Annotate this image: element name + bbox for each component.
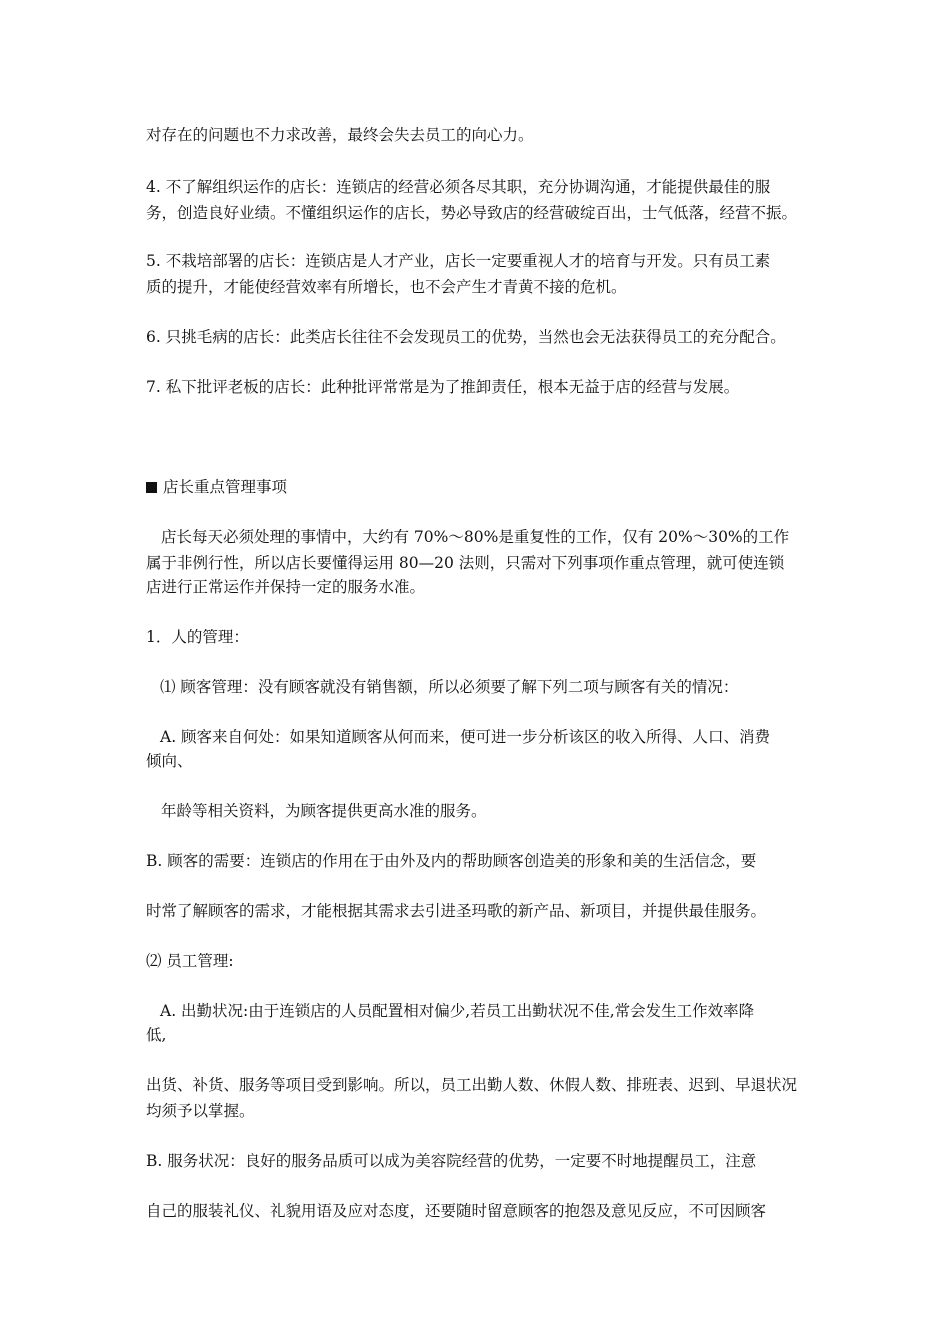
text-line: 年龄等相关资料，为顾客提供更高水准的服务。 [161, 802, 487, 820]
text-line: 店长每天必须处理的事情中，大约有 70%～80%是重复性的工作，仅有 20%～30%的工作 [161, 528, 790, 546]
text-line: ⑴ 顾客管理：没有顾客就没有销售额，所以必须要了解下列二项与顾客有关的情况： [160, 678, 739, 696]
text-line: A. 出勤状况:由于连锁店的人员配置相对偏少,若员工出勤状况不佳,常会发生工作效率降 [160, 1002, 755, 1020]
text-line: 对存在的问题也不力求改善，最终会失去员工的向心力。 [146, 126, 534, 144]
square-bullet-icon [146, 482, 157, 493]
text-line: 倾向、 [146, 752, 193, 770]
text-line: 务，创造良好业绩。不懂组织运作的店长，势必导致店的经营破绽百出，士气低落，经营不振。 [146, 204, 798, 222]
text-line: 低, [146, 1026, 167, 1044]
text-line: 1．人的管理： [146, 628, 249, 646]
section-heading [146, 477, 287, 497]
text-line: 自己的服装礼仪、礼貌用语及应对态度，还要随时留意顾客的抱怨及意见反应，不可因顾客 [146, 1202, 767, 1220]
text-line: 6. 只挑毛病的店长：此类店长往往不会发现员工的优势，当然也会无法获得员工的充分配合。 [146, 328, 786, 346]
text-line: 时常了解顾客的需求，才能根据其需求去引进圣玛歌的新产品、新项目，并提供最佳服务。 [146, 902, 767, 920]
text-line: ⑵ 员工管理: [146, 952, 234, 970]
text-line: 店进行正常运作并保持一定的服务水准。 [146, 578, 426, 596]
section-heading-text: 店长重点管理事项 [163, 478, 288, 496]
text-line: 5. 不栽培部署的店长：连锁店是人才产业，店长一定要重视人才的培育与开发。只有员工素 [146, 252, 771, 270]
text-line: A. 顾客来自何处：如果知道顾客从何而来，便可进一步分析该区的收入所得、人口、消费 [160, 728, 771, 746]
text-line: 出货、补货、服务等项目受到影响。所以，员工出勤人数、休假人数、排班表、迟到、早退状况 [146, 1076, 798, 1094]
text-line: 属于非例行性，所以店长要懂得运用 80—20 法则，只需对下列事项作重点管理，就可使连锁 [146, 554, 785, 572]
text-line: 质的提升，才能使经营效率有所增长，也不会产生才青黄不接的危机。 [146, 278, 627, 296]
text-line: B. 服务状况：良好的服务品质可以成为美容院经营的优势，一定要不时地提醒员工，注意 [146, 1152, 757, 1170]
text-line: B. 顾客的需要：连锁店的作用在于由外及内的帮助顾客创造美的形象和美的生活信念，要 [146, 852, 757, 870]
text-line: 4. 不了解组织运作的店长：连锁店的经营必须各尽其职，充分协调沟通，才能提供最佳的服 [146, 178, 771, 196]
text-line: 均须予以掌握。 [146, 1102, 255, 1120]
text-line: 7. 私下批评老板的店长：此种批评常常是为了推卸责任，根本无益于店的经营与发展。 [146, 378, 740, 396]
